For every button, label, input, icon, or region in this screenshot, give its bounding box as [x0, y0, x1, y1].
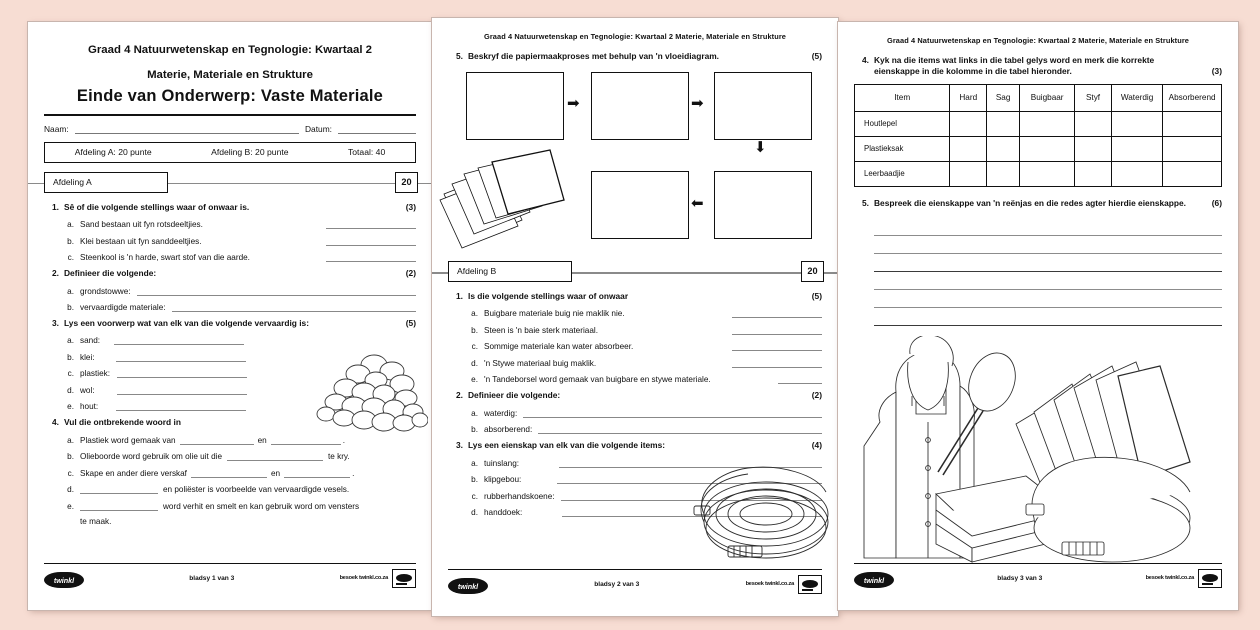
p3-q5-marks: (6): [1211, 197, 1222, 208]
p2-q1-marks: (5): [811, 290, 822, 301]
p1-q4-text: Vul die ontbrekende woord in: [64, 417, 181, 428]
p2-q2-a-answer[interactable]: [523, 408, 822, 418]
cell[interactable]: [987, 136, 1020, 161]
th-styf: Styf: [1075, 84, 1112, 111]
item-text: klipgebou:: [484, 475, 522, 485]
p3-q5-number: 5.: [862, 197, 869, 208]
marks-section-a: Afdeling A: 20 punte: [74, 147, 152, 158]
pile-of-rocks-illustration: [316, 352, 428, 437]
p1-q4-c-blank-1[interactable]: [191, 468, 267, 478]
item-letter: d.: [471, 358, 478, 368]
p2-q1-item-d: [448, 358, 822, 368]
p1-q2-item-b: [44, 302, 416, 312]
table-row: [855, 111, 1222, 136]
p3-question-4: [854, 55, 1222, 77]
item-letter: d.: [471, 508, 478, 518]
flow-arrow-right-1: ➡: [567, 94, 580, 112]
page2-footer: [448, 569, 822, 598]
item-text-after: en poliëster is voorbeelde van vervaardigde vesels.: [163, 485, 350, 495]
p2-question-3: [448, 440, 822, 451]
item-letter: c.: [67, 468, 74, 478]
p2-question-1: [448, 291, 822, 302]
header-divider: [44, 114, 416, 116]
p2-q2-b-answer[interactable]: [538, 424, 822, 434]
page1-title-line2: Materie, Materiale en Strukture: [147, 68, 313, 81]
p1-q3-b-answer[interactable]: [116, 352, 246, 362]
p1-q1-b-answer[interactable]: [326, 236, 416, 246]
item-text-after: te kry.: [328, 452, 350, 462]
p1-q4-item-e-line2: [44, 517, 416, 526]
cell[interactable]: [950, 136, 987, 161]
item-letter: b.: [67, 352, 74, 362]
answer-line[interactable]: [874, 290, 1222, 308]
page3-running-header: Graad 4 Natuurwetenskap en Tegnologie: Kwartaal 2 Materie, Materiale en Strukture: [886, 36, 1190, 45]
cell[interactable]: [987, 161, 1020, 186]
p3-q5-text: Bespreek die eienskappe van 'n reënjas en die redes agter hierdie eienskappe.: [874, 197, 1187, 208]
worksheet-page-2: [432, 18, 838, 616]
p2-q2-text: Definieer die volgende:: [468, 390, 561, 401]
p1-q4-item-d: [44, 484, 416, 494]
p2-q5-marks: (5): [811, 51, 822, 61]
twinkl-logo: twinkl: [44, 572, 84, 588]
item-text: klei:: [80, 352, 95, 362]
p1-q3-item-a: [44, 335, 416, 345]
page2-running-header: Graad 4 Natuurwetenskap en Tegnologie: Kwartaal 2 Materie, Materiale en Strukture: [483, 32, 787, 41]
p1-q1-c-answer[interactable]: [326, 252, 416, 262]
p1-q4-item-c: [44, 468, 416, 478]
p2-q2-number: 2.: [456, 390, 463, 401]
th-buigbaar: Buigbaar: [1020, 84, 1075, 111]
th-hard: Hard: [950, 84, 987, 111]
p2-q1-e-answer[interactable]: [778, 374, 822, 384]
p2-q1-item-a: [448, 308, 822, 318]
materials-illustration: [850, 336, 1208, 564]
marks-summary-box: [44, 142, 416, 163]
p2-q1-item-e: [448, 374, 822, 384]
p3-q4-number: 4.: [862, 55, 869, 65]
p1-q2-a-answer[interactable]: [137, 286, 416, 296]
flow-arrow-right-2: ➡: [691, 94, 704, 112]
twinkl-badge-icon: [1198, 569, 1222, 588]
papermaking-flow-diagram: [448, 66, 822, 252]
item-text: Klei bestaan uit fyn sanddeeltjies.: [80, 236, 202, 246]
section-a-mark: 20: [395, 172, 418, 193]
page1-title-line1: Graad 4 Natuurwetenskap en Tegnologie: Kwartaal 2: [88, 44, 372, 56]
page1-page-number: bladsy 1 van 3: [189, 574, 235, 582]
p1-q3-e-answer[interactable]: [116, 401, 246, 411]
flow-arrow-down: ⬇: [754, 138, 767, 156]
garden-hose-illustration: [674, 454, 834, 564]
p1-q2-marks: (2): [405, 268, 416, 279]
item-text: wol:: [80, 385, 95, 395]
cell[interactable]: [1075, 111, 1112, 136]
th-absorberend: Absorberend: [1163, 84, 1222, 111]
p1-q1-text: Sê of die volgende stellings waar of onwaar is.: [64, 201, 250, 212]
cell[interactable]: [1075, 161, 1112, 186]
table-row: [855, 136, 1222, 161]
flow-box-1[interactable]: [466, 72, 564, 140]
item-text: hout:: [80, 402, 99, 412]
section-a-header: [28, 172, 432, 194]
cell[interactable]: [1163, 136, 1222, 161]
p2-q1-item-b: [448, 325, 822, 335]
item-letter: e.: [471, 375, 478, 385]
p2-q3-text: Lys een eienskap van elk van die volgende items:: [468, 440, 666, 451]
date-label: Datum:: [305, 123, 332, 134]
p1-q1-a-answer[interactable]: [326, 219, 416, 229]
item-text: Steenkool is 'n harde, swart stof van die aarde.: [80, 253, 250, 263]
item-text: absorberend:: [484, 425, 533, 435]
twinkl-badge-icon: [798, 575, 822, 594]
p1-q3-a-answer[interactable]: [114, 335, 244, 345]
name-label: Naam:: [44, 123, 69, 134]
page2-page-number: bladsy 2 van 3: [594, 580, 640, 588]
p1-q1-item-a: [44, 219, 416, 229]
p1-q4-item-b: [44, 451, 416, 461]
worksheet-page-1: [28, 22, 432, 610]
item-letter: b.: [471, 325, 478, 335]
page1-footer: [44, 563, 416, 592]
cell[interactable]: [1020, 111, 1075, 136]
item-letter: e.: [67, 402, 74, 412]
p1-q2-text: Definieer die volgende:: [64, 268, 157, 279]
item-text: handdoek:: [484, 508, 523, 518]
p1-q3-marks: (5): [405, 318, 416, 328]
marks-section-b: Afdeling B: 20 punte: [211, 147, 289, 158]
item-text: grondstowwe:: [80, 286, 131, 296]
cell[interactable]: [950, 111, 987, 136]
flow-arrow-left: ⬅: [691, 194, 704, 212]
p3-q4-text-line1: Kyk na die items wat links in die tabel gelys word en merk die korrekte: [874, 55, 1155, 65]
th-sag: Sag: [987, 84, 1020, 111]
page1-title-main: Einde van Onderwerp: Vaste Materiale: [76, 87, 384, 106]
p1-q1-number: 1.: [52, 201, 59, 212]
item-text: rubberhandskoene:: [484, 491, 555, 501]
item-letter: b.: [471, 425, 478, 435]
item-letter: a.: [471, 309, 478, 319]
p2-q2-item-a: [448, 408, 822, 418]
p2-q1-text: Is die volgende stellings waar of onwaar: [468, 290, 629, 301]
page3-footer: [854, 563, 1222, 592]
cell[interactable]: [1163, 161, 1222, 186]
twinkl-badge-icon: [392, 569, 416, 588]
item-letter: a.: [67, 286, 74, 296]
item-text: sand:: [80, 336, 101, 346]
item-letter: c.: [67, 369, 74, 379]
item-text: vervaardigde materiale:: [80, 303, 166, 312]
item-letter: a.: [471, 458, 478, 468]
item-text: waterdig:: [484, 408, 518, 418]
p1-q4-a-blank-1[interactable]: [180, 435, 254, 445]
flow-box-2[interactable]: [591, 72, 689, 140]
p2-question-2: [448, 390, 822, 401]
twinkl-logo: twinkl: [448, 578, 488, 594]
item-letter: a.: [67, 435, 74, 445]
cell[interactable]: [1111, 136, 1162, 161]
item-text: Steen is 'n baie sterk materiaal.: [484, 325, 598, 335]
item-letter: e.: [67, 501, 74, 511]
cell[interactable]: [1075, 136, 1112, 161]
table-row: [855, 161, 1222, 186]
name-date-row: [44, 123, 416, 134]
answer-line[interactable]: [874, 236, 1222, 254]
twinkl-logo: twinkl: [854, 572, 894, 588]
paper-stack-illustration: [438, 148, 578, 252]
answer-line[interactable]: [874, 308, 1222, 326]
item-text: Sand bestaan uit fyn rotsdeeltjies.: [80, 220, 203, 230]
p1-q4-c-blank-2[interactable]: [284, 468, 350, 478]
flow-box-5[interactable]: [714, 171, 812, 239]
item-letter: c.: [471, 491, 478, 501]
p1-question-2: [44, 268, 416, 279]
item-text-line2: te maak.: [80, 517, 112, 527]
item-letter: b.: [471, 475, 478, 485]
p1-q3-text: Lys een voorwerp wat van elk van die volgende vervaardig is:: [64, 318, 309, 328]
page1-footer-url[interactable]: besoek twinkl.co.za: [339, 575, 388, 581]
cell[interactable]: [1020, 161, 1075, 186]
properties-table: [854, 84, 1222, 187]
p1-q3-d-answer[interactable]: [117, 385, 247, 395]
cell[interactable]: [950, 161, 987, 186]
page3-footer-url[interactable]: besoek twinkl.co.za: [1145, 575, 1194, 581]
item-text: 'n Tandeborsel word gemaak van buigbare en stywe materiale.: [484, 375, 711, 385]
item-letter: a.: [471, 408, 478, 418]
p2-q1-item-c: [448, 341, 822, 351]
th-item: Item: [855, 84, 950, 111]
section-a-label: Afdeling A: [44, 172, 168, 193]
date-input[interactable]: [338, 123, 416, 134]
item-letter: a.: [67, 336, 74, 346]
cell[interactable]: [1111, 161, 1162, 186]
section-b-label: Afdeling B: [448, 261, 572, 282]
row-item-plastieksak: Plastieksak: [855, 136, 950, 161]
item-text: 'n Stywe materiaal buig maklik.: [484, 358, 597, 368]
page2-footer-url[interactable]: besoek twinkl.co.za: [745, 581, 794, 587]
item-text: Buigbare materiale buig nie maklik nie.: [484, 309, 625, 319]
page3-page-number: bladsy 3 van 3: [997, 574, 1043, 582]
item-letter: c.: [67, 253, 74, 263]
p1-q3-c-answer[interactable]: [117, 368, 247, 378]
item-letter: d.: [67, 485, 74, 495]
item-text-after: .: [352, 468, 355, 478]
p1-q1-marks: (3): [405, 201, 416, 212]
p1-q2-number: 2.: [52, 268, 59, 279]
p1-q2-item-a: [44, 286, 416, 296]
item-text: tuinslang:: [484, 458, 520, 468]
item-text: Sommige materiale kan water absorbeer.: [484, 342, 634, 352]
p1-question-3: [44, 318, 416, 329]
item-letter: b.: [67, 452, 74, 462]
worksheet-page-3: [838, 22, 1238, 610]
answer-line[interactable]: [874, 218, 1222, 236]
item-text: plastiek:: [80, 369, 111, 379]
p3-q5-answer-lines: [874, 218, 1222, 326]
item-letter: a.: [67, 220, 74, 230]
p2-q1-b-answer[interactable]: [732, 325, 822, 335]
p2-q3-number: 3.: [456, 440, 463, 451]
p3-question-5: [854, 198, 1222, 209]
p1-q1-item-b: [44, 236, 416, 246]
p3-q4-marks: (3): [1211, 65, 1222, 76]
item-text-after: .: [342, 435, 345, 445]
name-input[interactable]: [75, 123, 299, 134]
item-text-before: Olieboorde word gebruik om olie uit die: [80, 452, 222, 462]
item-text-before: Skape en ander diere verskaf: [80, 468, 187, 478]
p3-q4-text-line2: eienskappe in die kolomme in die tabel hieronder.: [874, 65, 1072, 76]
cell[interactable]: [1163, 111, 1222, 136]
item-text-middle: en: [257, 435, 267, 445]
item-letter: b.: [67, 303, 74, 312]
cell[interactable]: [1111, 111, 1162, 136]
p2-q5-number: 5.: [456, 51, 463, 61]
p2-q1-c-answer[interactable]: [732, 341, 822, 351]
p1-q4-number: 4.: [52, 417, 59, 428]
row-item-leerbaadjie: Leerbaadjie: [855, 161, 950, 186]
p1-q2-b-answer[interactable]: [172, 302, 416, 312]
th-waterdig: Waterdig: [1111, 84, 1162, 111]
cell[interactable]: [987, 111, 1020, 136]
table-header-row: [855, 84, 1222, 111]
item-text-after: word verhit en smelt en kan gebruik word om vensters: [163, 501, 360, 511]
p2-q2-item-b: [448, 424, 822, 434]
cell[interactable]: [1020, 136, 1075, 161]
answer-line[interactable]: [874, 254, 1222, 272]
flow-box-3[interactable]: [714, 72, 812, 140]
p1-q4-item-e: [44, 501, 416, 511]
p2-question-5: [448, 51, 822, 62]
flow-box-4[interactable]: [591, 171, 689, 239]
p1-question-1: [44, 202, 416, 213]
item-letter: b.: [67, 236, 74, 246]
p1-q4-e-blank[interactable]: [80, 501, 158, 511]
p2-q2-marks: (2): [811, 390, 822, 401]
item-text-middle: en: [270, 468, 281, 478]
section-b-header: [432, 261, 838, 283]
p1-q3-number: 3.: [52, 318, 59, 328]
p2-q1-d-answer[interactable]: [732, 358, 822, 368]
answer-line[interactable]: [874, 272, 1222, 290]
marks-total: Totaal: 40: [347, 147, 386, 158]
row-item-houtlepel: Houtlepel: [855, 111, 950, 136]
p2-q1-number: 1.: [456, 290, 463, 301]
item-text-before: Plastiek word gemaak van: [80, 435, 176, 445]
p2-q3-marks: (4): [811, 440, 822, 451]
p2-q5-text: Beskryf die papiermaakproses met behulp van 'n vloeidiagram.: [468, 51, 720, 61]
p1-q1-item-c: [44, 252, 416, 262]
item-letter: d.: [67, 385, 74, 395]
p1-q4-b-blank[interactable]: [227, 451, 323, 461]
section-b-mark: 20: [801, 261, 824, 282]
item-letter: c.: [471, 342, 478, 352]
p2-q1-a-answer[interactable]: [732, 308, 822, 318]
p1-q4-d-blank[interactable]: [80, 484, 158, 494]
